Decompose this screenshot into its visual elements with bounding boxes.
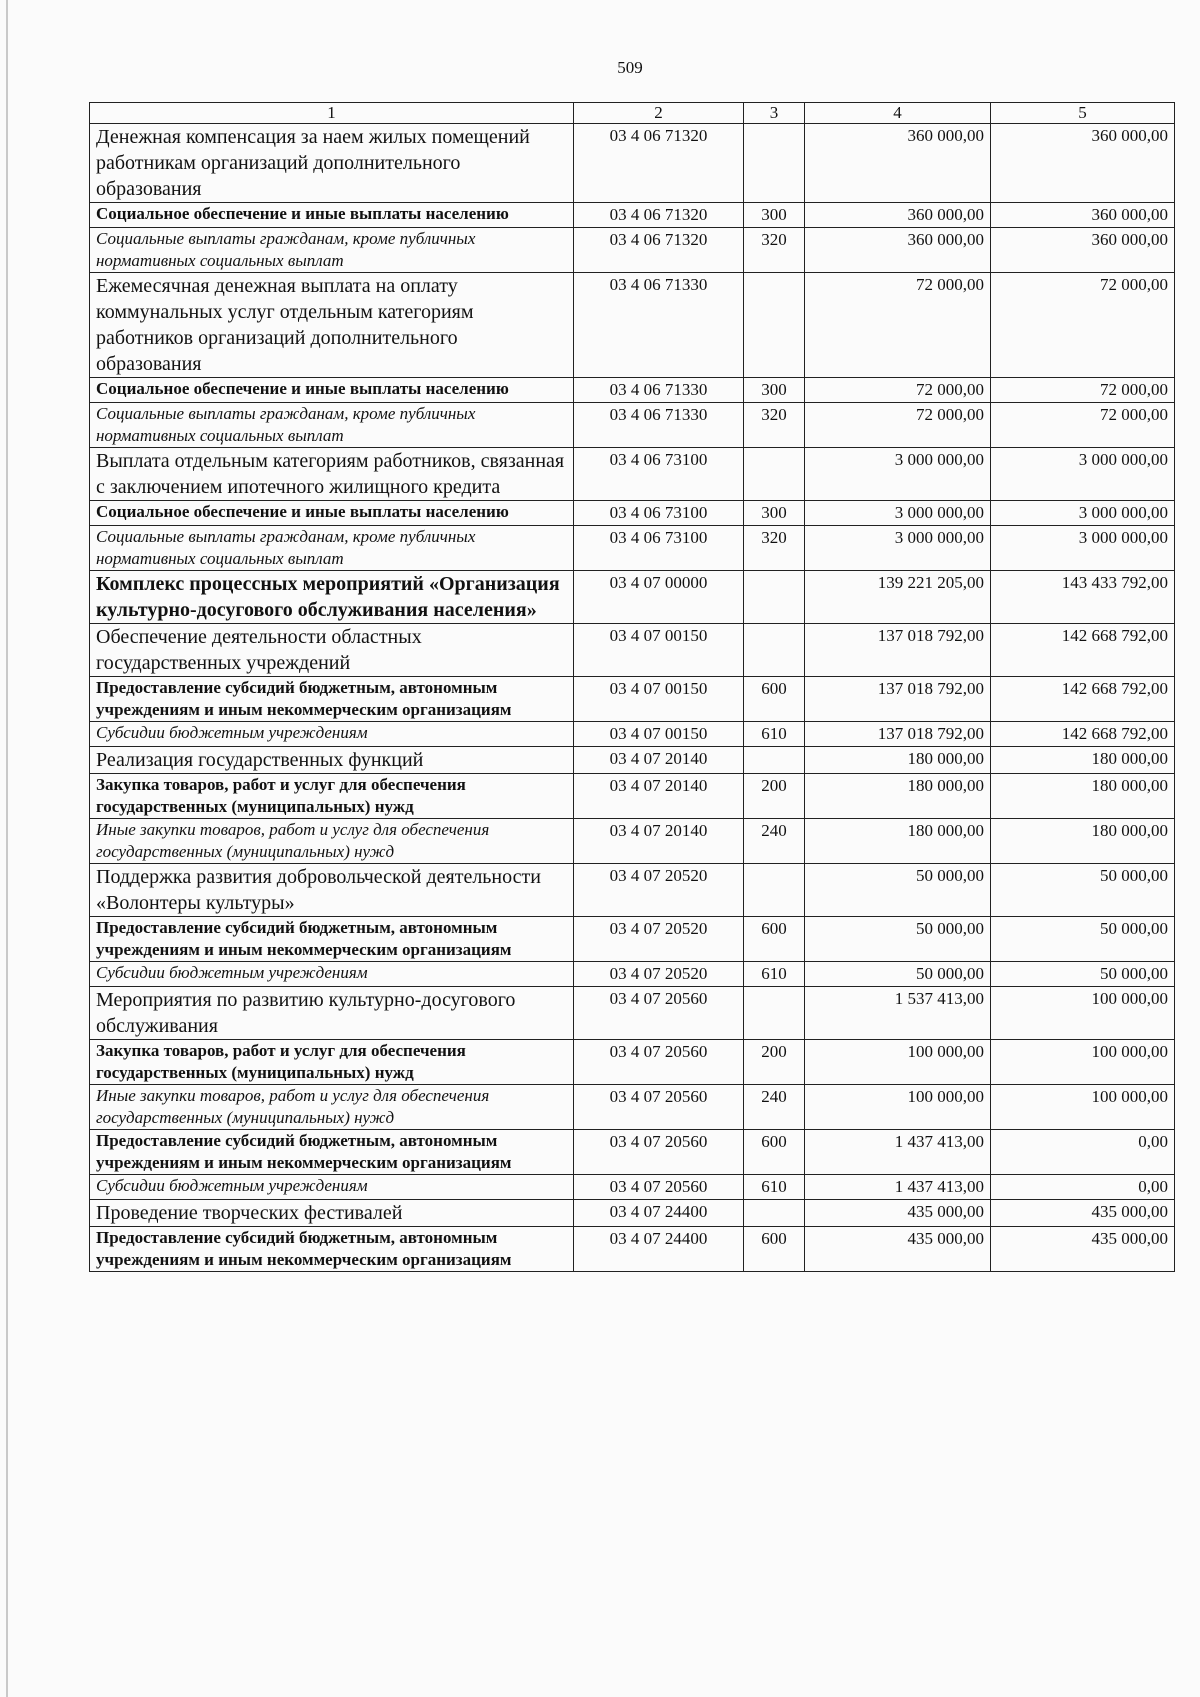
row-code: 03 4 07 20520 <box>574 864 744 917</box>
row-name: Выплата отдельным категориям работников, связанная с заключением ипотечного жилищного кредита <box>90 448 574 501</box>
row-amount-year-2: 3 000 000,00 <box>991 448 1175 501</box>
row-amount-year-1: 72 000,00 <box>805 273 991 378</box>
row-amount-year-2: 100 000,00 <box>991 1085 1175 1130</box>
row-amount-year-1: 137 018 792,00 <box>805 722 991 747</box>
row-name: Закупка товаров, работ и услуг для обеспечения государственных (муниципальных) нужд <box>90 1040 574 1085</box>
table-row <box>90 378 1175 403</box>
row-name: Социальное обеспечение и иные выплаты населению <box>90 378 574 403</box>
row-code: 03 4 07 20520 <box>574 962 744 987</box>
row-code: 03 4 06 73100 <box>574 448 744 501</box>
row-expense-type: 600 <box>744 1227 805 1272</box>
row-code: 03 4 06 71320 <box>574 124 744 203</box>
row-expense-type: 600 <box>744 917 805 962</box>
row-name: Социальное обеспечение и иные выплаты населению <box>90 203 574 228</box>
row-expense-type: 610 <box>744 722 805 747</box>
table-row <box>90 1227 1175 1272</box>
table-row <box>90 1085 1175 1130</box>
row-expense-type <box>744 273 805 378</box>
row-code: 03 4 07 00150 <box>574 677 744 722</box>
row-amount-year-1: 3 000 000,00 <box>805 526 991 571</box>
row-amount-year-1: 100 000,00 <box>805 1085 991 1130</box>
page-edge-line <box>6 0 8 1697</box>
row-amount-year-2: 360 000,00 <box>991 203 1175 228</box>
table-row <box>90 1130 1175 1175</box>
row-expense-type: 200 <box>744 1040 805 1085</box>
row-amount-year-2: 142 668 792,00 <box>991 677 1175 722</box>
row-name: Мероприятия по развитию культурно-досугового обслуживания <box>90 987 574 1040</box>
table-row <box>90 273 1175 378</box>
row-amount-year-2: 50 000,00 <box>991 962 1175 987</box>
row-name: Иные закупки товаров, работ и услуг для обеспечения государственных (муниципальных) нужд <box>90 819 574 864</box>
row-amount-year-1: 72 000,00 <box>805 378 991 403</box>
header-col-1: 1 <box>90 103 574 124</box>
table-row <box>90 864 1175 917</box>
row-amount-year-2: 100 000,00 <box>991 1040 1175 1085</box>
row-amount-year-2: 142 668 792,00 <box>991 722 1175 747</box>
row-code: 03 4 06 71320 <box>574 228 744 273</box>
row-expense-type <box>744 624 805 677</box>
row-code: 03 4 07 00150 <box>574 624 744 677</box>
row-amount-year-1: 180 000,00 <box>805 774 991 819</box>
row-name: Реализация государственных функций <box>90 747 574 774</box>
row-amount-year-2: 180 000,00 <box>991 819 1175 864</box>
row-code: 03 4 07 00150 <box>574 722 744 747</box>
table-row <box>90 228 1175 273</box>
row-code: 03 4 07 20560 <box>574 1040 744 1085</box>
table-row <box>90 987 1175 1040</box>
row-expense-type: 610 <box>744 962 805 987</box>
row-code: 03 4 06 71320 <box>574 203 744 228</box>
row-code: 03 4 07 20140 <box>574 774 744 819</box>
row-code: 03 4 07 24400 <box>574 1227 744 1272</box>
row-amount-year-2: 0,00 <box>991 1175 1175 1200</box>
header-col-3: 3 <box>744 103 805 124</box>
row-name: Предоставление субсидий бюджетным, автономным учреждениям и иным некоммерческим организациям <box>90 917 574 962</box>
row-expense-type <box>744 864 805 917</box>
row-name: Социальные выплаты гражданам, кроме публичных нормативных социальных выплат <box>90 403 574 448</box>
table-row <box>90 747 1175 774</box>
table-row <box>90 819 1175 864</box>
row-code: 03 4 06 73100 <box>574 526 744 571</box>
row-code: 03 4 06 71330 <box>574 378 744 403</box>
table-row <box>90 722 1175 747</box>
row-name: Предоставление субсидий бюджетным, автономным учреждениям и иным некоммерческим организациям <box>90 677 574 722</box>
row-expense-type <box>744 448 805 501</box>
row-expense-type: 600 <box>744 1130 805 1175</box>
row-expense-type <box>744 571 805 624</box>
row-name: Субсидии бюджетным учреждениям <box>90 962 574 987</box>
table-row <box>90 403 1175 448</box>
header-col-2: 2 <box>574 103 744 124</box>
row-amount-year-2: 360 000,00 <box>991 228 1175 273</box>
row-name: Предоставление субсидий бюджетным, автономным учреждениям и иным некоммерческим организациям <box>90 1130 574 1175</box>
row-expense-type <box>744 124 805 203</box>
row-amount-year-2: 50 000,00 <box>991 864 1175 917</box>
row-code: 03 4 06 71330 <box>574 403 744 448</box>
row-name: Закупка товаров, работ и услуг для обеспечения государственных (муниципальных) нужд <box>90 774 574 819</box>
row-amount-year-2: 435 000,00 <box>991 1200 1175 1227</box>
row-amount-year-2: 3 000 000,00 <box>991 526 1175 571</box>
row-amount-year-2: 142 668 792,00 <box>991 624 1175 677</box>
table-row <box>90 624 1175 677</box>
row-amount-year-1: 50 000,00 <box>805 917 991 962</box>
row-amount-year-2: 435 000,00 <box>991 1227 1175 1272</box>
row-code: 03 4 07 24400 <box>574 1200 744 1227</box>
row-code: 03 4 07 20140 <box>574 747 744 774</box>
row-name: Поддержка развития добровольческой деятельности «Волонтеры культуры» <box>90 864 574 917</box>
row-code: 03 4 06 73100 <box>574 501 744 526</box>
row-amount-year-1: 360 000,00 <box>805 228 991 273</box>
row-expense-type: 600 <box>744 677 805 722</box>
row-name: Денежная компенсация за наем жилых помещений работникам организаций дополнительного образования <box>90 124 574 203</box>
row-name: Комплекс процессных мероприятий «Организация культурно-досугового обслуживания населения» <box>90 571 574 624</box>
row-amount-year-2: 72 000,00 <box>991 378 1175 403</box>
row-amount-year-1: 100 000,00 <box>805 1040 991 1085</box>
row-name: Ежемесячная денежная выплата на оплату коммунальных услуг отдельным категориям работников организаций дополнительного образования <box>90 273 574 378</box>
table-row <box>90 917 1175 962</box>
row-name: Субсидии бюджетным учреждениям <box>90 1175 574 1200</box>
table-row <box>90 1040 1175 1085</box>
row-amount-year-1: 435 000,00 <box>805 1200 991 1227</box>
row-expense-type <box>744 987 805 1040</box>
header-col-5: 5 <box>991 103 1175 124</box>
row-code: 03 4 07 20560 <box>574 1085 744 1130</box>
table-row <box>90 1175 1175 1200</box>
table-row <box>90 501 1175 526</box>
row-amount-year-2: 143 433 792,00 <box>991 571 1175 624</box>
row-amount-year-1: 3 000 000,00 <box>805 448 991 501</box>
row-amount-year-1: 360 000,00 <box>805 124 991 203</box>
table-row <box>90 1200 1175 1227</box>
row-code: 03 4 07 20560 <box>574 987 744 1040</box>
row-amount-year-2: 360 000,00 <box>991 124 1175 203</box>
row-amount-year-1: 360 000,00 <box>805 203 991 228</box>
row-amount-year-1: 139 221 205,00 <box>805 571 991 624</box>
row-expense-type: 300 <box>744 203 805 228</box>
row-code: 03 4 07 20560 <box>574 1175 744 1200</box>
table-row <box>90 571 1175 624</box>
row-expense-type: 610 <box>744 1175 805 1200</box>
row-code: 03 4 07 20140 <box>574 819 744 864</box>
header-col-4: 4 <box>805 103 991 124</box>
table-row <box>90 526 1175 571</box>
row-amount-year-1: 1 537 413,00 <box>805 987 991 1040</box>
row-amount-year-1: 1 437 413,00 <box>805 1130 991 1175</box>
row-name: Иные закупки товаров, работ и услуг для обеспечения государственных (муниципальных) нужд <box>90 1085 574 1130</box>
row-name: Обеспечение деятельности областных государственных учреждений <box>90 624 574 677</box>
row-name: Проведение творческих фестивалей <box>90 1200 574 1227</box>
table-row <box>90 203 1175 228</box>
row-amount-year-1: 50 000,00 <box>805 864 991 917</box>
row-amount-year-1: 1 437 413,00 <box>805 1175 991 1200</box>
page-number: 509 <box>617 58 643 77</box>
header-row <box>90 103 1175 124</box>
table-row <box>90 124 1175 203</box>
row-amount-year-1: 3 000 000,00 <box>805 501 991 526</box>
row-amount-year-1: 72 000,00 <box>805 403 991 448</box>
row-name: Предоставление субсидий бюджетным, автономным учреждениям и иным некоммерческим организациям <box>90 1227 574 1272</box>
row-expense-type: 200 <box>744 774 805 819</box>
row-code: 03 4 07 20520 <box>574 917 744 962</box>
row-amount-year-2: 100 000,00 <box>991 987 1175 1040</box>
row-expense-type: 300 <box>744 501 805 526</box>
table-row <box>90 962 1175 987</box>
row-name: Социальные выплаты гражданам, кроме публичных нормативных социальных выплат <box>90 228 574 273</box>
row-expense-type: 320 <box>744 228 805 273</box>
row-amount-year-1: 137 018 792,00 <box>805 624 991 677</box>
row-expense-type: 320 <box>744 403 805 448</box>
table-row <box>90 774 1175 819</box>
row-amount-year-2: 72 000,00 <box>991 403 1175 448</box>
row-amount-year-2: 180 000,00 <box>991 774 1175 819</box>
budget-table <box>89 102 1175 1272</box>
row-expense-type: 240 <box>744 1085 805 1130</box>
row-code: 03 4 07 00000 <box>574 571 744 624</box>
row-amount-year-1: 180 000,00 <box>805 819 991 864</box>
row-code: 03 4 06 71330 <box>574 273 744 378</box>
row-amount-year-1: 435 000,00 <box>805 1227 991 1272</box>
table-row <box>90 677 1175 722</box>
row-amount-year-1: 50 000,00 <box>805 962 991 987</box>
row-amount-year-2: 72 000,00 <box>991 273 1175 378</box>
row-amount-year-1: 180 000,00 <box>805 747 991 774</box>
row-amount-year-1: 137 018 792,00 <box>805 677 991 722</box>
row-code: 03 4 07 20560 <box>574 1130 744 1175</box>
table-row <box>90 448 1175 501</box>
row-expense-type <box>744 747 805 774</box>
row-name: Социальное обеспечение и иные выплаты населению <box>90 501 574 526</box>
table-body <box>90 124 1175 1272</box>
row-expense-type: 300 <box>744 378 805 403</box>
row-expense-type: 240 <box>744 819 805 864</box>
row-amount-year-2: 0,00 <box>991 1130 1175 1175</box>
row-amount-year-2: 50 000,00 <box>991 917 1175 962</box>
row-name: Социальные выплаты гражданам, кроме публичных нормативных социальных выплат <box>90 526 574 571</box>
row-expense-type: 320 <box>744 526 805 571</box>
row-amount-year-2: 180 000,00 <box>991 747 1175 774</box>
row-name: Субсидии бюджетным учреждениям <box>90 722 574 747</box>
row-amount-year-2: 3 000 000,00 <box>991 501 1175 526</box>
row-expense-type <box>744 1200 805 1227</box>
